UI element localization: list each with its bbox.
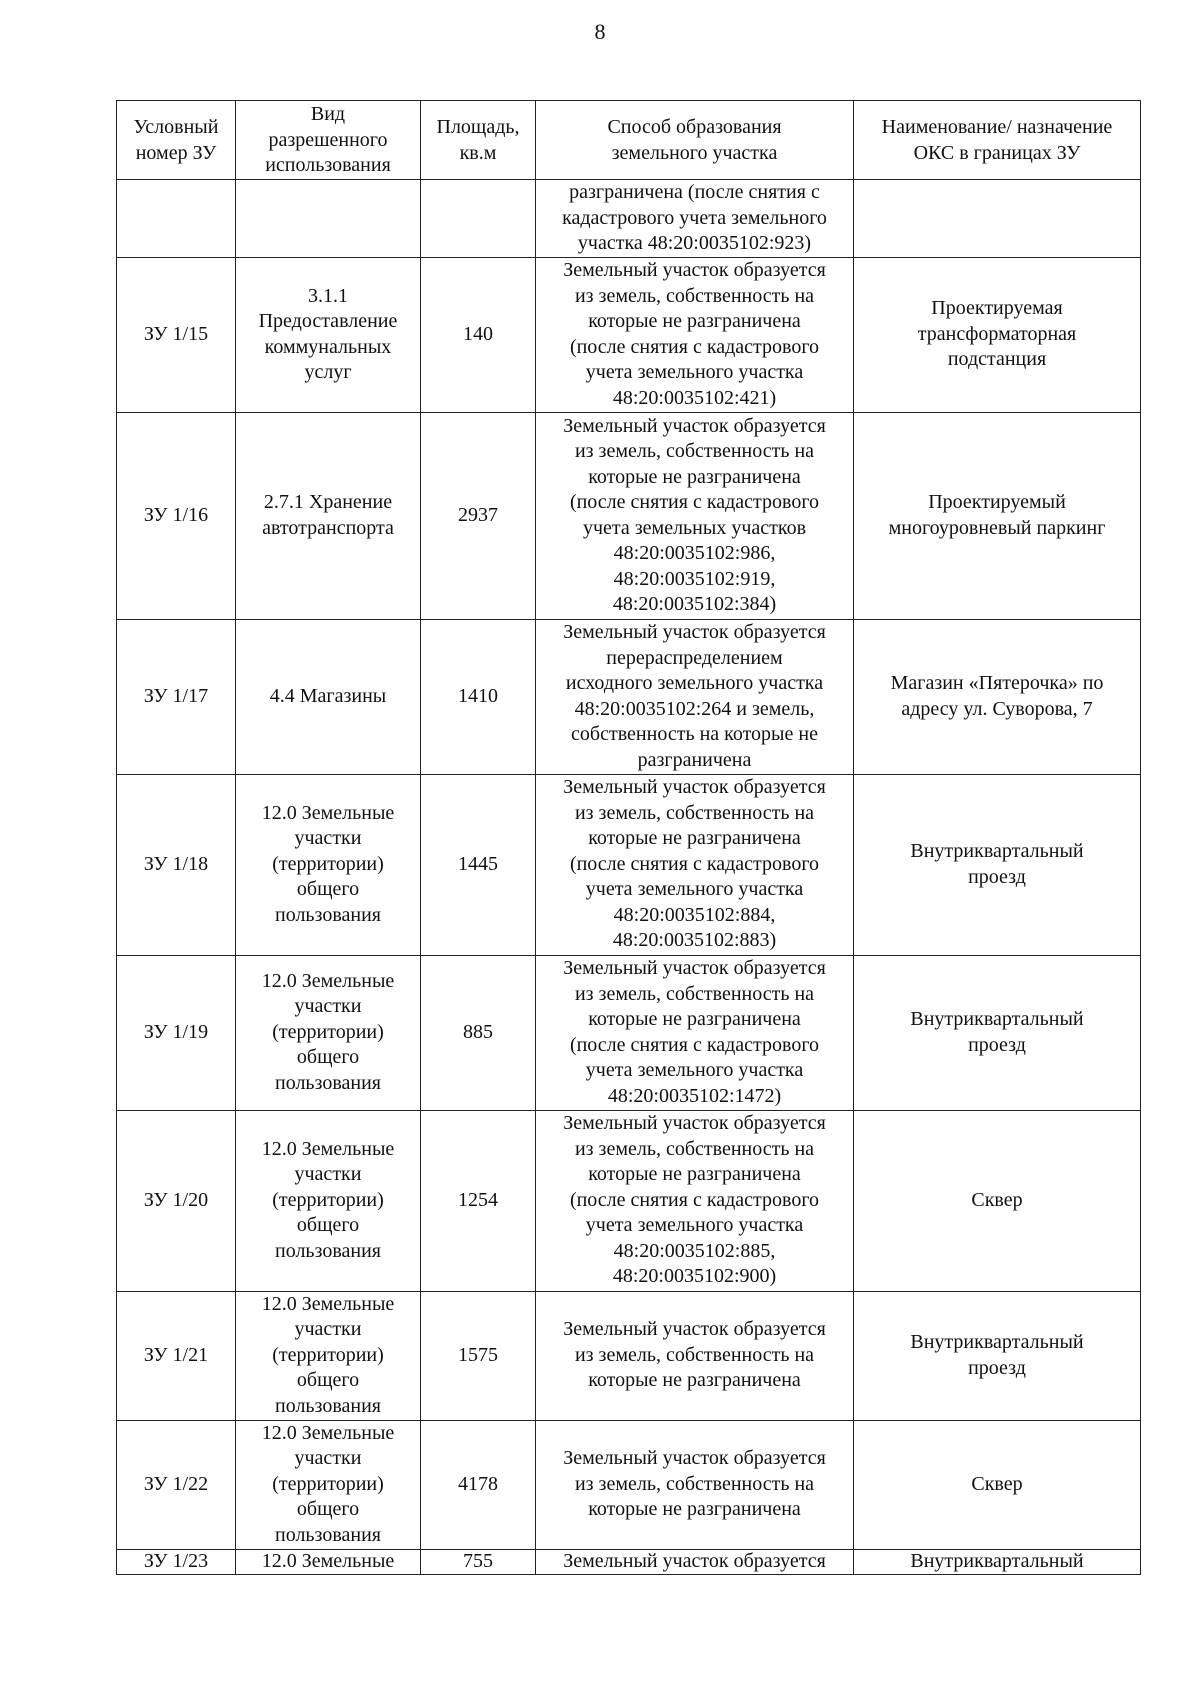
cell-permitted-use: 4.4 Магазины: [236, 619, 421, 774]
cell-capital-object: Проектируемая трансформаторная подстанция: [854, 257, 1141, 412]
table-row: [117, 1420, 1141, 1549]
cell-capital-object: Внутриквартальный проезд: [854, 955, 1141, 1110]
header-area: Площадь, кв.м: [421, 101, 536, 180]
table-row: [117, 1549, 1141, 1574]
cell-plot-number: ЗУ 1/15: [117, 257, 236, 412]
cell-plot-number: ЗУ 1/23: [117, 1549, 236, 1574]
cell-plot-number: ЗУ 1/19: [117, 955, 236, 1110]
cell-area: 1410: [421, 619, 536, 774]
cell-permitted-use: 12.0 Земельные участки (территории) общего пользования: [236, 1291, 421, 1420]
cell-permitted-use: 3.1.1 Предоставление коммунальных услуг: [236, 257, 421, 412]
cell-permitted-use: 12.0 Земельные: [236, 1549, 421, 1574]
cell-formation-method: Земельный участок образуется из земель, собственность на которые не разграничена (после снятия с кадастрового учета земельного участка 48:20:0035102:884, 48:20:0035102:883): [536, 774, 854, 955]
cell-permitted-use: 12.0 Земельные участки (территории) общего пользования: [236, 1110, 421, 1291]
cell-capital-object: Внутриквартальный: [854, 1549, 1141, 1574]
header-formation-method: Способ образования земельного участка: [536, 101, 854, 180]
cell-formation-method: Земельный участок образуется из земель, собственность на которые не разграничена (после снятия с кадастрового учета земельного участка 48:20:0035102:421): [536, 257, 854, 412]
cell-permitted-use: 12.0 Земельные участки (территории) общего пользования: [236, 1420, 421, 1549]
cell-plot-number: ЗУ 1/22: [117, 1420, 236, 1549]
cell-permitted-use: 2.7.1 Хранение автотранспорта: [236, 412, 421, 619]
cell-formation-method: Земельный участок образуется из земель, собственность на которые не разграничена (после снятия с кадастрового учета земельного участка 48:20:0035102:885, 48:20:0035102:900): [536, 1110, 854, 1291]
cell-capital-object: Сквер: [854, 1110, 1141, 1291]
cell-area: 1254: [421, 1110, 536, 1291]
header-permitted-use: Вид разрешенного использования: [236, 101, 421, 180]
cell-formation-method: Земельный участок образуется из земель, собственность на которые не разграничена: [536, 1420, 854, 1549]
cell-capital-object: Сквер: [854, 1420, 1141, 1549]
table-row: [117, 955, 1141, 1110]
cell-permitted-use: [236, 180, 421, 258]
table-row: [117, 619, 1141, 774]
land-plots-table: [116, 100, 1141, 1575]
cell-plot-number: ЗУ 1/17: [117, 619, 236, 774]
cell-formation-method: Земельный участок образуется из земель, собственность на которые не разграничена (после снятия с кадастрового учета земельного участка 48:20:0035102:1472): [536, 955, 854, 1110]
table-row: [117, 1291, 1141, 1420]
cell-area: 755: [421, 1549, 536, 1574]
cell-formation-method: Земельный участок образуется перераспределением исходного земельного участка 48:20:0035102:264 и земель, собственность на которые не разграничена: [536, 619, 854, 774]
table-header-row: [117, 101, 1141, 180]
cell-area: [421, 180, 536, 258]
table-row: [117, 412, 1141, 619]
cell-area: 1445: [421, 774, 536, 955]
cell-capital-object: Внутриквартальный проезд: [854, 774, 1141, 955]
cell-plot-number: [117, 180, 236, 258]
cell-capital-object: Магазин «Пятерочка» по адресу ул. Суворова, 7: [854, 619, 1141, 774]
cell-area: 4178: [421, 1420, 536, 1549]
cell-area: 885: [421, 955, 536, 1110]
cell-area: 2937: [421, 412, 536, 619]
cell-area: 140: [421, 257, 536, 412]
cell-capital-object: [854, 180, 1141, 258]
table-row: [117, 257, 1141, 412]
cell-formation-method: Земельный участок образуется из земель, собственность на которые не разграничена: [536, 1291, 854, 1420]
cell-capital-object: Проектируемый многоуровневый паркинг: [854, 412, 1141, 619]
cell-capital-object: Внутриквартальный проезд: [854, 1291, 1141, 1420]
cell-permitted-use: 12.0 Земельные участки (территории) общего пользования: [236, 774, 421, 955]
cell-formation-method: разграничена (после снятия с кадастрового учета земельного участка 48:20:0035102:923): [536, 180, 854, 258]
cell-formation-method: Земельный участок образуется из земель, собственность на которые не разграничена (после снятия с кадастрового учета земельных участков 48:20:0035102:986, 48:20:0035102:919, 48:20:0035102:384): [536, 412, 854, 619]
table-row: [117, 1110, 1141, 1291]
cell-plot-number: ЗУ 1/16: [117, 412, 236, 619]
cell-plot-number: ЗУ 1/21: [117, 1291, 236, 1420]
cell-permitted-use: 12.0 Земельные участки (территории) общего пользования: [236, 955, 421, 1110]
table-row: [117, 180, 1141, 258]
cell-plot-number: ЗУ 1/18: [117, 774, 236, 955]
header-capital-object: Наименование/ назначение ОКС в границах ЗУ: [854, 101, 1141, 180]
cell-area: 1575: [421, 1291, 536, 1420]
cell-plot-number: ЗУ 1/20: [117, 1110, 236, 1291]
table-row: [117, 774, 1141, 955]
cell-formation-method: Земельный участок образуется: [536, 1549, 854, 1574]
page-number: 8: [594, 19, 606, 44]
header-plot-number: Условный номер ЗУ: [117, 101, 236, 180]
